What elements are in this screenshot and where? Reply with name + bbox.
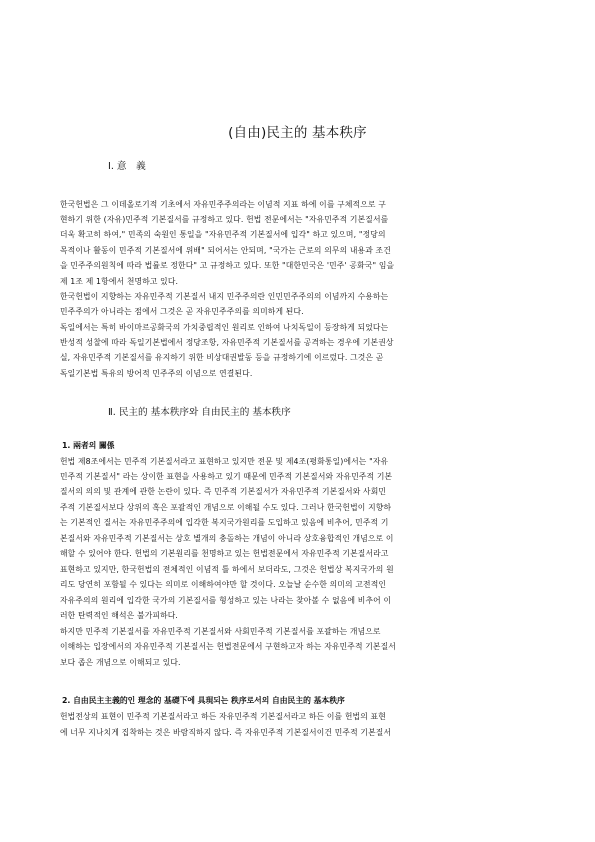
document-title: (自由)民主的 基本秩序 [228,125,367,141]
text-line: 이해하는 입장에서의 자유민주적 기본질서는 헌법전문에서 구현하고자 하는 자유민주적 기본질서 [60,642,396,651]
text-line: 현하기 위한 (자유)민주적 기본질서를 규정하고 있다. 헌법 전문에서는 "자유민주적 기본질서를 [60,215,389,224]
section-1-heading: Ⅰ. 意 義 [108,161,146,172]
text-line: 한국헌법이 지향하는 자유민주적 기본질서 내지 민주주의란 인민민주주의의 이념까지 수용하는 [60,292,389,301]
text-line: 는 기본적인 질서는 자유민주주의에 입각한 복지국가원리를 도입하고 있음에 비추어, 민주적 기 [60,518,389,527]
section-2-heading: Ⅱ. 民主的 基本秩序와 自由民主的 基本秩序 [108,407,291,418]
text-line: 헌법전상의 표현이 민주적 기본질서라고 하든 자유민주적 기본질서라고 하든 이를 헌법의 표현 [60,712,386,721]
text-line: 목적이나 활동이 민주적 기본질서에 위배" 되어서는 안되며, "국가는 근로의 의무의 내용과 조건 [60,246,391,255]
text-line: 주적 기본질서보다 상위의 혹은 포괄적인 개념으로 이해될 수도 있다. 그러나 한국헌법이 지향하 [60,503,392,512]
text-line: 리도 당연히 포함될 수 있다는 의미로 이해하여야만 할 것이다. 오늘날 순수한 의미의 고전적인 [60,580,387,589]
text-line: 더욱 확고히 하여," 민족의 숙원인 통일을 "자유민주적 기본질서에 입각" 하고 있으며, "정당의 [60,230,386,239]
subsection-2-heading: 2. 自由民主主義的인 理念的 基礎下에 具現되는 秩序로서의 自由民主的 基本秩序 [62,696,345,705]
text-line: 민주적 기본질서" 라는 상이한 표현을 사용하고 있기 때문에 민주적 기본질서와 자유민주적 기본 [60,472,393,481]
text-line: 보다 좁은 개념으로 이해되고 있다. [60,658,181,667]
text-line: 표현하고 있지만, 한국헌법의 전체적인 이념적 틀 하에서 보더라도, 그것은 헌법상 복지국가의 원 [60,565,394,574]
text-line: 실, 자유민주적 기본질서를 유지하기 위한 비상대권발동 등을 규정하기에 이르렀다. 그것은 곧 [60,353,384,362]
text-line: 한국헌법은 그 이데올로기적 기초에서 자유민주주의라는 이념적 지표 하에 이를 구체적으로 구 [60,200,386,209]
text-line: 헌법 제8조에서는 민주적 기본질서라고 표현하고 있지만 전문 및 제4조(평화통일)에서는 "자유 [60,457,389,466]
text-line: 에 너무 지나치게 집착하는 것은 바람직하지 않다. 즉 자유민주적 기본질서이건 민주적 기본질서 [60,728,392,737]
text-line: 자유주의의 원리에 입각한 국가의 기본질서를 형성하고 있는 나라는 찾아볼 수 없음에 비추어 이 [60,596,392,605]
text-line: 반성적 성찰에 따라 독일기본법에서 정당조항, 자유민주적 기본질서를 공격하는 경우에 기본권상 [60,338,394,347]
text-line: 민주주의가 아니라는 점에서 그것은 곧 자유민주주의를 의미하게 된다. [60,307,304,316]
subsection-1-heading: 1. 兩者의 關係 [62,441,115,450]
text-line: 질서의 의의 및 관계에 관한 논란이 있다. 즉 민주적 기본질서가 자유민주적 기본질서와 사회민 [60,487,387,496]
text-line: 제 1조 제 1항에서 천명하고 있다. [60,277,179,286]
text-line: 하지만 민주적 기본질서를 자유민주적 기본질서와 사회민주적 기본질서를 포괄하는 개념으로 [60,627,381,636]
text-line: 을 민주주의원칙에 따라 법률로 정한다" 고 규정하고 있다. 또한 "대한민국은 '민주' 공화국" 임을 [60,261,395,270]
text-line: 독일기본법 특유의 방어적 민주주의 이념으로 연결된다. [60,369,253,378]
text-line: 독일에서는 특히 바이마르공화국의 가치중립적인 원리로 인하여 나치독일이 등장하게 되었다는 [60,323,389,332]
text-line: 러한 탄력적인 해석은 불가피하다. [60,611,179,620]
text-line: 본질서와 자유민주적 기본질서는 상호 별개의 충돌하는 개념이 아니라 상호융합적인 개념으로 이 [60,534,394,543]
text-line: 해할 수 있어야 한다. 헌법의 기본원리를 천명하고 있는 헌법전문에서 자유민주적 기본질서라고 [60,549,389,558]
